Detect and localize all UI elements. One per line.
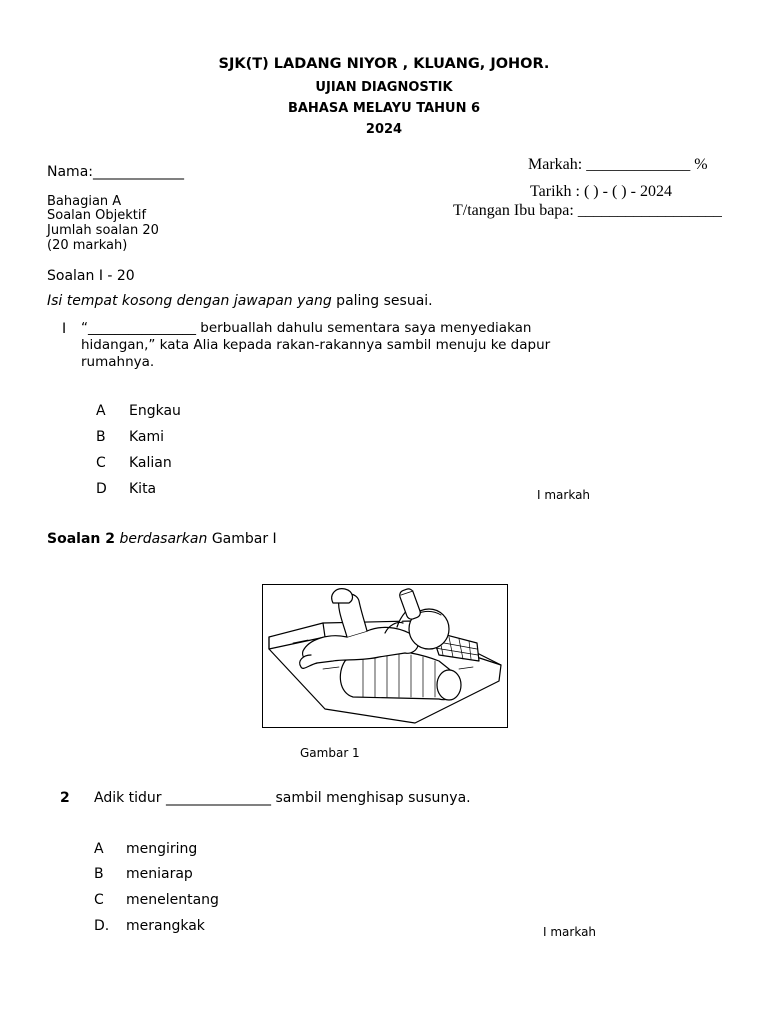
q2-option-a-text: mengiring	[126, 841, 198, 857]
exam-year: 2024	[365, 122, 403, 137]
subject-title: BAHASA MELAYU TAHUN 6	[287, 101, 481, 116]
question-2-number: 2	[60, 790, 70, 806]
q1-option-c-text: Kalian	[129, 455, 172, 471]
question-type: Soalan Objektif	[47, 208, 147, 223]
q2-option-c-letter: C	[94, 892, 104, 908]
baby-sleeping-picture	[262, 584, 508, 728]
q2-option-b-text: meniarap	[126, 866, 193, 882]
question-2-intro	[47, 531, 277, 547]
question-2-intro-italic: berdasarkan	[119, 531, 208, 547]
question-1-text: “________________ berbuallah dahulu sementara saya menyediakan hidangan,” kata Alia kepada rakan-rakannya sambil menuju ke dapur rumahnya.	[81, 320, 551, 370]
question-range: Soalan I - 20	[47, 268, 135, 284]
baby-illustration	[263, 585, 507, 727]
question-2-intro-lead: Soalan 2	[47, 531, 115, 547]
section-label: Bahagian A	[47, 194, 122, 209]
q2-option-a-letter: A	[94, 841, 104, 857]
q2-option-d-letter: D.	[94, 918, 110, 934]
q2-option-b-letter: B	[94, 866, 104, 882]
q2-option-c-text: menelentang	[126, 892, 219, 908]
q1-option-d-text: Kita	[129, 481, 157, 497]
school-name: SJK(T) LADANG NIYOR , KLUANG, JOHOR.	[218, 56, 550, 72]
q1-option-c-letter: C	[96, 455, 106, 471]
q1-mark: I markah	[537, 488, 591, 502]
instruction	[47, 293, 433, 309]
instruction-tail: paling sesuai.	[331, 293, 433, 309]
q1-option-a-text: Engkau	[129, 403, 181, 419]
question-2-intro-tail: Gambar I	[211, 531, 277, 547]
q1-option-b-text: Kami	[129, 429, 165, 445]
question-1-number: I	[62, 321, 67, 337]
question-count: Jumlah soalan 20	[47, 223, 159, 238]
exam-title: UJIAN DIAGNOSTIK	[315, 80, 453, 95]
total-marks: (20 markah)	[47, 238, 128, 253]
q1-option-d-letter: D	[96, 481, 107, 497]
question-2-text: Adik tidur _______________ sambil menghisap susunya.	[94, 790, 471, 806]
parent-signature-field: T/tangan Ibu bapa: __________________	[453, 202, 722, 219]
name-field: Nama:_____________	[47, 164, 184, 180]
date-field: Tarikh : ( ) - ( ) - 2024	[530, 183, 672, 200]
q2-mark: I markah	[543, 925, 597, 939]
instruction-italic: Isi tempat kosong dengan jawapan yang	[47, 293, 332, 309]
score-field: Markah: _____________ %	[528, 156, 708, 173]
q2-option-d-text: merangkak	[126, 918, 205, 934]
picture-caption: Gambar 1	[300, 746, 360, 760]
q1-option-b-letter: B	[96, 429, 106, 445]
q1-option-a-letter: A	[96, 403, 106, 419]
